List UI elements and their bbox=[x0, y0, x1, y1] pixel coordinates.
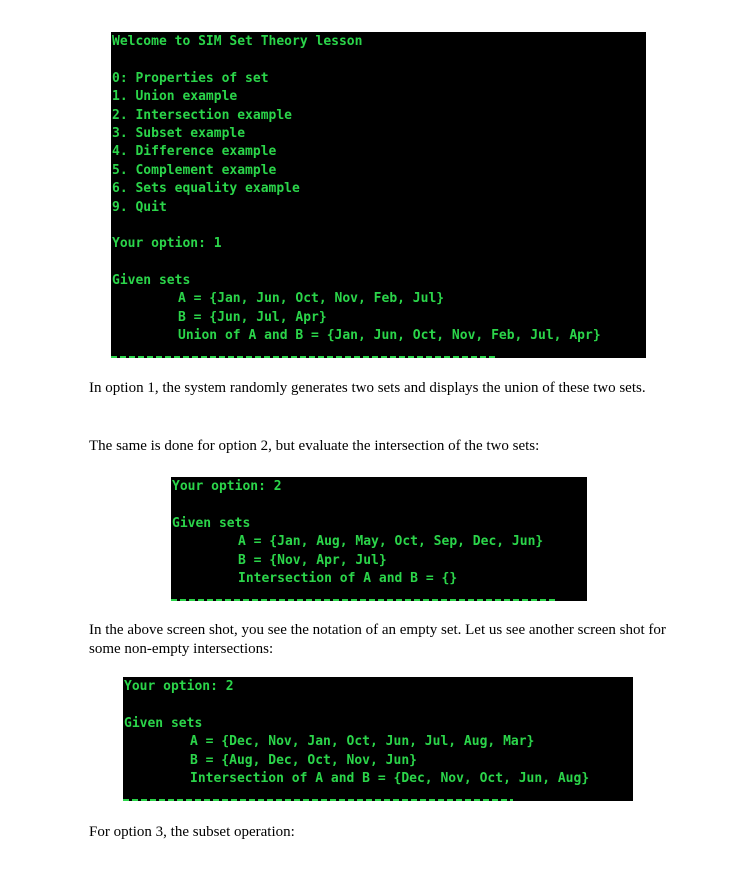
set-a-line: A = {Jan, Jun, Oct, Nov, Feb, Jul} bbox=[178, 291, 445, 307]
set-b-line: B = {Aug, Dec, Oct, Nov, Jun} bbox=[190, 752, 417, 768]
terminal-blank-line bbox=[172, 496, 587, 514]
terminal-blank-line bbox=[112, 254, 646, 272]
paragraph-empty-set-note: In the above screen shot, you see the notation of an empty set. Let us see another screen shot for some non-empty intersections: bbox=[89, 622, 666, 657]
set-a-line: A = {Dec, Nov, Jan, Oct, Jun, Jul, Aug, Mar} bbox=[190, 734, 535, 750]
menu-item-0: 0: Properties of set bbox=[112, 70, 269, 86]
option-prompt: Your option: 2 bbox=[124, 679, 234, 694]
menu-item-6: 6. Sets equality example bbox=[112, 181, 300, 197]
paragraph-option-2: The same is done for option 2, but evaluate the intersection of the two sets: bbox=[89, 438, 540, 454]
terminal-dashed-separator bbox=[171, 599, 557, 601]
paragraph-option-1: In option 1, the system randomly generates two sets and displays the union of these two sets. bbox=[89, 380, 646, 396]
terminal-blank-line bbox=[124, 696, 633, 714]
menu-item-2: 2. Intersection example bbox=[112, 107, 293, 123]
set-a-line: A = {Jan, Aug, May, Oct, Sep, Dec, Jun} bbox=[238, 534, 544, 550]
given-sets-label: Given sets bbox=[124, 715, 203, 731]
intersection-result-line: Intersection of A and B = {Dec, Nov, Oct, Jun, Aug} bbox=[190, 770, 590, 786]
menu-item-5: 5. Complement example bbox=[112, 162, 277, 178]
given-sets-label: Given sets bbox=[172, 515, 251, 531]
menu-item-9: 9. Quit bbox=[112, 199, 167, 215]
terminal-screenshot-empty-intersection bbox=[171, 477, 587, 601]
terminal-screenshot-main-menu bbox=[111, 32, 646, 358]
option-prompt: Your option: 1 bbox=[112, 236, 222, 252]
given-sets-label: Given sets bbox=[112, 273, 191, 289]
intersection-result-line: Intersection of A and B = {} bbox=[238, 570, 458, 586]
terminal-dashed-separator bbox=[123, 799, 513, 801]
option-prompt: Your option: 2 bbox=[172, 479, 282, 494]
terminal-blank-line bbox=[112, 217, 646, 235]
set-b-line: B = {Nov, Apr, Jul} bbox=[238, 552, 387, 568]
menu-item-3: 3. Subset example bbox=[112, 125, 246, 141]
terminal-screenshot-nonempty-intersection bbox=[123, 677, 633, 801]
terminal-dashed-separator bbox=[111, 356, 496, 358]
union-result-line: Union of A and B = {Jan, Jun, Oct, Nov, Feb, Jul, Apr} bbox=[178, 328, 601, 344]
menu-item-4: 4. Difference example bbox=[112, 144, 277, 160]
terminal-header: Welcome to SIM Set Theory lesson bbox=[112, 34, 363, 49]
terminal-blank-line bbox=[112, 51, 646, 69]
set-b-line: B = {Jun, Jul, Apr} bbox=[178, 309, 327, 325]
paragraph-option-3: For option 3, the subset operation: bbox=[89, 824, 295, 840]
menu-item-1: 1. Union example bbox=[112, 89, 238, 105]
